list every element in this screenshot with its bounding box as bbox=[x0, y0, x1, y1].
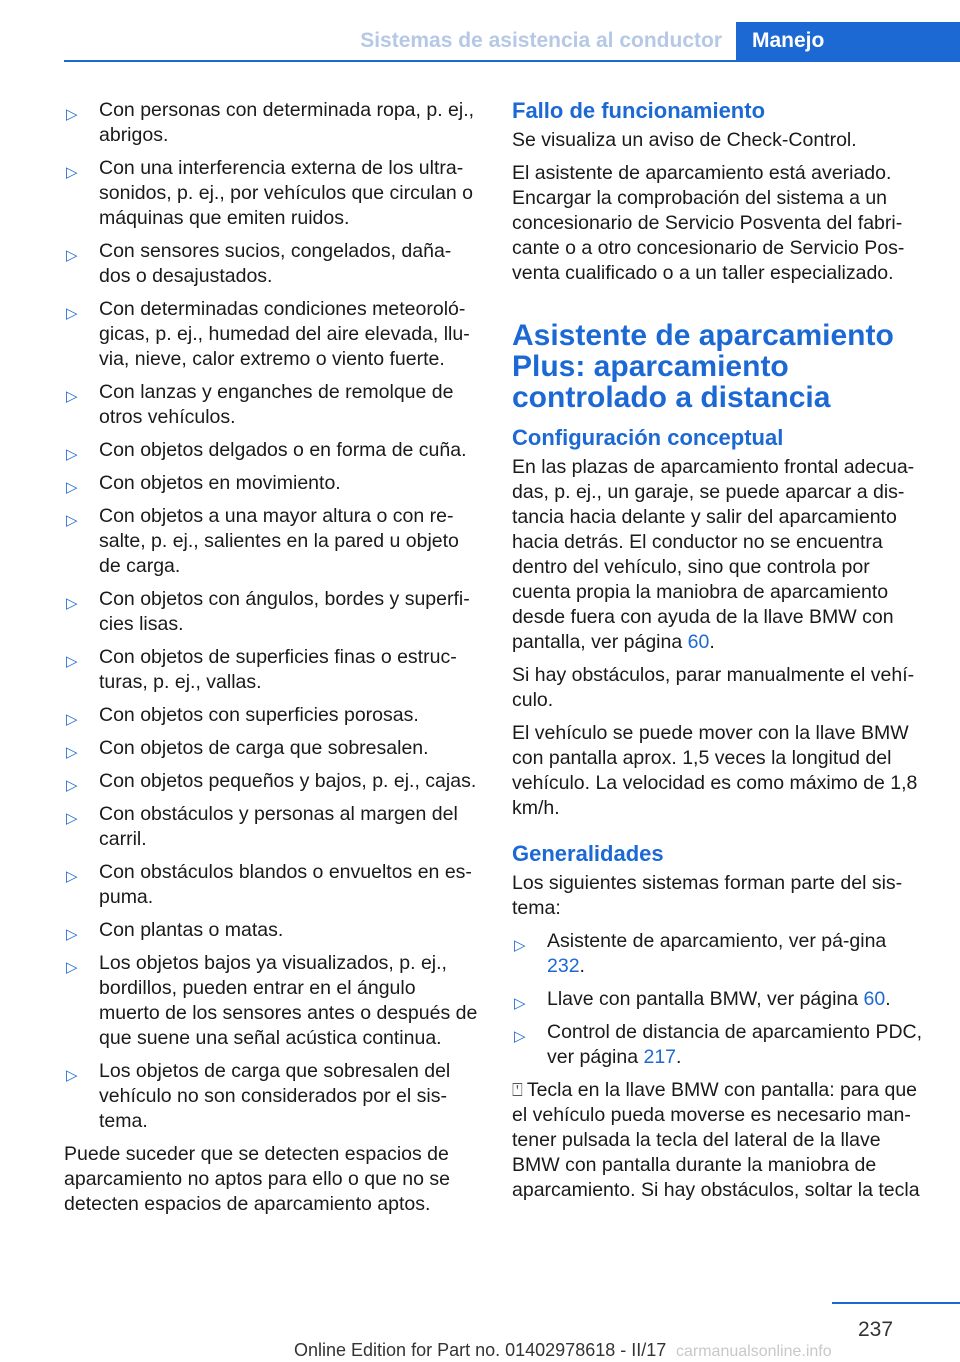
list-item: ▷ Con objetos a una mayor altura o con re-salte, p. ej., salientes en la pared u objeto de carga. bbox=[66, 505, 459, 577]
page-reference-link[interactable]: 60 bbox=[863, 988, 886, 1010]
list-item: ▷ Con obstáculos blandos o envueltos en es-puma. bbox=[66, 861, 472, 908]
list-item: ▷ Con objetos en movimiento. bbox=[64, 471, 480, 496]
bullet-triangle-icon: ▷ bbox=[66, 512, 78, 529]
malfunction-paragraph-2: El asistente de aparcamiento está averiado. Encargar la comprobación del sistema a un concesionario de Servicio Posventa del fabri-cante o a otro concesionario de Servicio Pos-venta cualificado o a un taller especializado. bbox=[512, 162, 905, 284]
list-item: ▷ Con objetos con ángulos, bordes y superfi-cies lisas. bbox=[66, 588, 470, 635]
bullet-triangle-icon: ▷ bbox=[66, 446, 78, 463]
malfunction-paragraph-1: Se visualiza un aviso de Check-Control. bbox=[512, 129, 857, 151]
list-item: ▷ Los objetos de carga que sobresalen del vehículo no son considerados por el sis-tema. bbox=[66, 1060, 451, 1132]
bullet-triangle-icon: ▷ bbox=[66, 106, 78, 123]
list-item: ▷ Con objetos pequeños y bajos, p. ej., cajas. bbox=[64, 769, 480, 794]
bullet-triangle-icon: ▷ bbox=[66, 777, 78, 794]
list-item: ▷ Con sensores sucios, congelados, daña-dos o desajustados. bbox=[66, 240, 452, 287]
bullet-triangle-icon: ▷ bbox=[66, 810, 78, 827]
header-rule bbox=[64, 60, 960, 62]
left-column bbox=[64, 98, 480, 1225]
page-header bbox=[64, 22, 960, 62]
concept-heading: Configuración conceptual bbox=[512, 425, 784, 450]
bullet-triangle-icon: ▷ bbox=[514, 1028, 526, 1045]
bullet-triangle-icon: ▷ bbox=[66, 711, 78, 728]
list-item: ▷ Con lanzas y enganches de remolque de otros vehículos. bbox=[66, 381, 454, 428]
bullet-triangle-icon: ▷ bbox=[66, 388, 78, 405]
list-item: ▷ Con una interferencia externa de los ultra-sonidos, p. ej., por vehículos que circulan o máquinas que emiten ruidos. bbox=[66, 157, 473, 229]
page-reference-link[interactable]: 60 bbox=[687, 631, 710, 653]
list-item: ▷ Con objetos de superficies finas o estruc-turas, p. ej., vallas. bbox=[66, 646, 457, 693]
list-item: ▷ Asistente de aparcamiento, ver pá-gina 232. bbox=[514, 930, 887, 977]
concept-paragraph-3: El vehículo se puede mover con la llave BMW con pantalla aprox. 1,5 veces la longitud del vehículo. La velocidad es como máximo de 1,8 km/h. bbox=[512, 722, 918, 819]
page-number: 237 bbox=[858, 1318, 894, 1341]
bullet-triangle-icon: ▷ bbox=[514, 995, 526, 1012]
bullet-triangle-icon: ▷ bbox=[66, 247, 78, 264]
list-item: ▷ Con personas con determinada ropa, p. ej., abrigos. bbox=[66, 99, 475, 146]
general-heading: Generalidades bbox=[512, 841, 664, 866]
components-list bbox=[512, 929, 928, 1070]
closing-paragraph: Puede suceder que se detecten espacios de aparcamiento no aptos para ello o que no se detecten espacios de aparcamiento aptos. bbox=[64, 1143, 450, 1215]
concept-paragraph-1: En las plazas de aparcamiento frontal adecua-das, p. ej., un garaje, se puede aparcar a dis-tancia hacia delante y salir del aparcamiento hacia detrás. El conductor no se encuentra dentro del vehículo, sino que controla por cuenta propia la maniobra de aparcamiento desde fuera con ayuda de la llave BMW con pantalla, ver página 60. bbox=[512, 456, 915, 653]
page-number-rule bbox=[832, 1302, 960, 1304]
bullet-triangle-icon: ▷ bbox=[66, 926, 78, 943]
bullet-triangle-icon: ▷ bbox=[66, 744, 78, 761]
list-item: ▷ Los objetos bajos ya visualizados, p. ej., bordillos, pueden entrar en el ángulo muerto de los sensores antes o después de que suene una señal acústica continua. bbox=[66, 952, 478, 1049]
bullet-triangle-icon: ▷ bbox=[66, 959, 78, 976]
key-note-paragraph: ⍞ Tecla en la llave BMW con pantalla: para que el vehículo pueda moverse es necesario man-tener pulsada la tecla del lateral de la llave BMW con pantalla durante la maniobra de aparcamiento. Si hay obstáculos, soltar la tecla bbox=[512, 1079, 920, 1201]
bullet-triangle-icon: ▷ bbox=[66, 305, 78, 322]
list-item: ▷ Con objetos de carga que sobresalen. bbox=[64, 736, 480, 761]
page-reference-link[interactable]: 217 bbox=[643, 1046, 677, 1068]
watermark: carmanualsonline.info bbox=[676, 1343, 832, 1360]
header-chapter-tab[interactable]: Manejo bbox=[736, 22, 960, 62]
bullet-triangle-icon: ▷ bbox=[66, 479, 78, 496]
list-item: ▷ Con determinadas condiciones meteoroló-gicas, p. ej., humedad del aire elevada, llu-via, nieve, calor extremo o viento fuerte. bbox=[66, 298, 470, 370]
list-item: ▷ Con plantas o matas. bbox=[64, 918, 480, 943]
list-item: ▷ Con objetos con superficies porosas. bbox=[64, 703, 480, 728]
bullet-triangle-icon: ▷ bbox=[514, 937, 526, 954]
general-intro: Los siguientes sistemas forman parte del sis-tema: bbox=[512, 872, 903, 919]
bullet-triangle-icon: ▷ bbox=[66, 868, 78, 885]
bullet-triangle-icon: ▷ bbox=[66, 653, 78, 670]
list-item: ▷ Control de distancia de aparcamiento PDC, ver página 217. bbox=[514, 1021, 923, 1068]
right-column bbox=[512, 98, 928, 1211]
malfunction-heading: Fallo de funcionamiento bbox=[512, 98, 766, 123]
limitations-list bbox=[64, 98, 480, 1134]
section-heading: Asistente de aparcamiento Plus: aparcamiento controlado a distancia bbox=[512, 319, 894, 414]
footer-edition: Online Edition for Part no. 01402978618 - II/17 bbox=[294, 1340, 667, 1360]
bullet-triangle-icon: ▷ bbox=[66, 164, 78, 181]
concept-paragraph-2: Si hay obstáculos, parar manualmente el vehí-culo. bbox=[512, 664, 915, 711]
key-button-icon: ⍞ bbox=[512, 1080, 523, 1100]
page-reference-link[interactable]: 232 bbox=[547, 955, 580, 977]
bullet-triangle-icon: ▷ bbox=[66, 1067, 78, 1084]
header-section-title: Sistemas de asistencia al conductor bbox=[360, 29, 722, 52]
list-item: ▷ Con objetos delgados o en forma de cuña. bbox=[64, 438, 480, 463]
list-item: ▷ Llave con pantalla BMW, ver página 60. bbox=[512, 987, 928, 1012]
bullet-triangle-icon: ▷ bbox=[66, 595, 78, 612]
list-item: ▷ Con obstáculos y personas al margen del carril. bbox=[66, 803, 458, 850]
